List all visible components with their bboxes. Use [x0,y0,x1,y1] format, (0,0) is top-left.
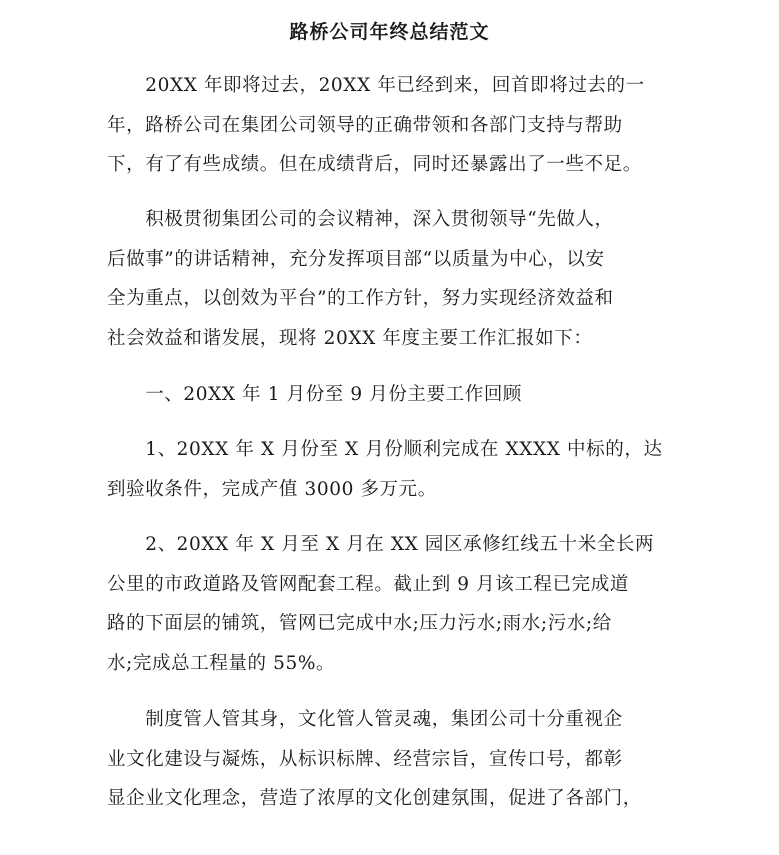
text-line: 路的下面层的铺筑，管网已完成中水;压力污水;雨水;污水;给 [107,613,612,634]
text-line: 社会效益和谐发展，现将 20XX 年度主要工作汇报如下： [107,327,593,349]
text-line: 后做事”的讲话精神，充分发挥项目部“以质量为中心，以安 [107,248,605,270]
paragraph-intro [107,66,687,185]
text-line: 显企业文化理念，营造了浓厚的文化创建氛围，促进了各部门， [107,788,642,809]
text-line: 水;完成总工程量的 55%。 [107,652,336,674]
text-line: 1、20XX 年 X 月份至 X 月份顺利完成在 XXXX 中标的，达 [107,439,663,460]
section-heading-review [107,375,687,415]
text-line: 业文化建设与凝炼，从标识标牌、经营宗旨，宣传口号，都彰 [107,748,623,770]
paragraph-item-2 [107,525,687,683]
text-line: 积极贯彻集团公司的会议精神，深入贯彻领导“先做人， [107,209,614,230]
paragraph-culture [107,700,687,819]
text-line: 一、20XX 年 1 月份至 9 月份主要工作回顾 [107,384,523,405]
text-line: 公里的市政道路及管网配套工程。截止到 9 月该工程已完成道 [107,573,629,595]
text-line: 制度管人管其身，文化管人管灵魂，集团公司十分重视企 [107,709,623,730]
paragraph-item-1 [107,430,687,509]
text-line: 20XX 年即将过去，20XX 年已经到来，回首即将过去的一 [107,75,645,96]
text-line: 全为重点，以创效为平台”的工作方针，努力实现经济效益和 [107,288,614,309]
text-line: 年，路桥公司在集团公司领导的正确带领和各部门支持与帮助 [107,114,623,136]
document-title: 路桥公司年终总结范文 [289,21,490,43]
text-line: 下，有了有些成绩。但在成绩背后，同时还暴露出了一些不足。 [107,154,642,175]
paragraph-spirit [107,200,687,358]
text-line: 到验收条件，完成产值 3000 多万元。 [107,478,437,500]
text-line: 2、20XX 年 X 月至 X 月在 XX 园区承修红线五十米全长两 [107,534,655,555]
